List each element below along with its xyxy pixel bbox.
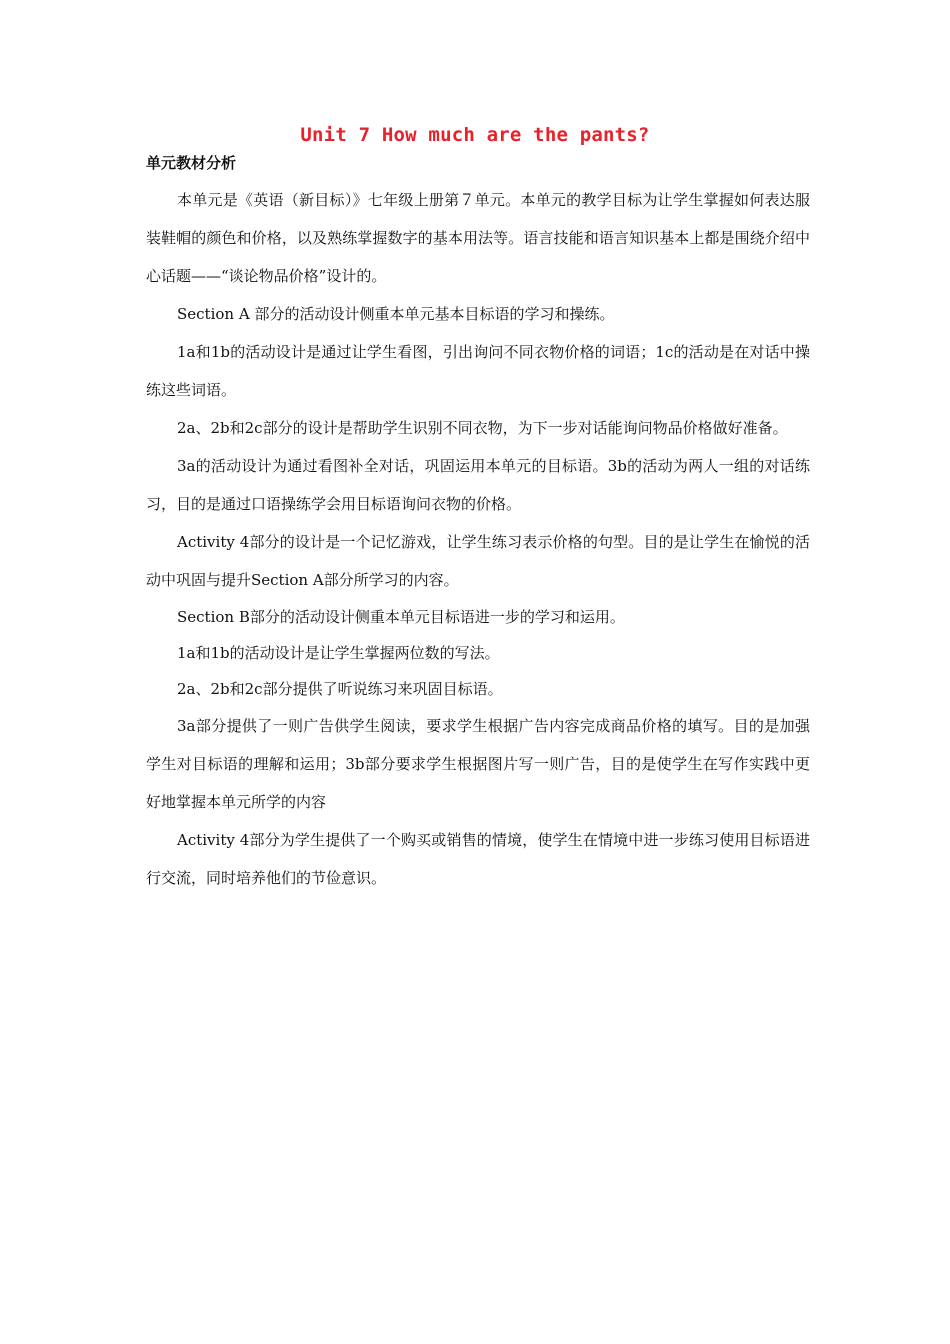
paragraph-b-1a-1b: 1a和1b的活动设计是让学生掌握两位数的写法。 bbox=[177, 644, 500, 662]
paragraph-intro: 本单元是《英语（新目标）》七年级上册第７单元。本单元的教学目标为让学生掌握如何表达服装鞋帽的颜色和价格，以及熟练掌握数字的基本用法等。语言技能和语言知识基本上都是围绕介绍中心话题——“谈论物品价格”设计的。 bbox=[146, 191, 810, 285]
paragraph-3a-3b: 3a的活动设计为通过看图补全对话，巩固运用本单元的目标语。3b的活动为两人一组的对话练习，目的是通过口语操练学会用目标语询问衣物的价格。 bbox=[146, 457, 810, 513]
paragraph-1a-1b: 1a和1b的活动设计是通过让学生看图，引出询问不同衣物价格的词语；1c的活动是在对话中操练这些词语。 bbox=[146, 343, 810, 399]
paragraph-activity-4-a: Activity 4部分的设计是一个记忆游戏，让学生练习表示价格的句型。目的是让学生在愉悦的活动中巩固与提升Section A部分所学习的内容。 bbox=[146, 533, 810, 589]
section-heading: 单元教材分析 bbox=[146, 154, 237, 172]
paragraph-b-3a-3b: 3a部分提供了一则广告供学生阅读，要求学生根据广告内容完成商品价格的填写。目的是加强学生对目标语的理解和运用；3b部分要求学生根据图片写一则广告，目的是使学生在写作实践中更好地掌握本单元所学的内容 bbox=[146, 717, 810, 811]
paragraph-b-2a-2b-2c: 2a、2b和2c部分提供了听说练习来巩固目标语。 bbox=[177, 680, 503, 698]
paragraph-section-a: Section A 部分的活动设计侧重本单元基本目标语的学习和操练。 bbox=[177, 305, 615, 323]
paragraph-2a-2b-2c: 2a、2b和2c部分的设计是帮助学生识别不同衣物，为下一步对话能询问物品价格做好准备。 bbox=[177, 419, 788, 437]
document-title: Unit 7 How much are the pants? bbox=[300, 124, 650, 146]
paragraph-activity-4-b: Activity 4部分为学生提供了一个购买或销售的情境，使学生在情境中进一步练习使用目标语进行交流，同时培养他们的节俭意识。 bbox=[146, 831, 810, 887]
document-body bbox=[146, 181, 810, 897]
paragraph-section-b: Section B部分的活动设计侧重本单元目标语进一步的学习和运用。 bbox=[177, 608, 625, 626]
